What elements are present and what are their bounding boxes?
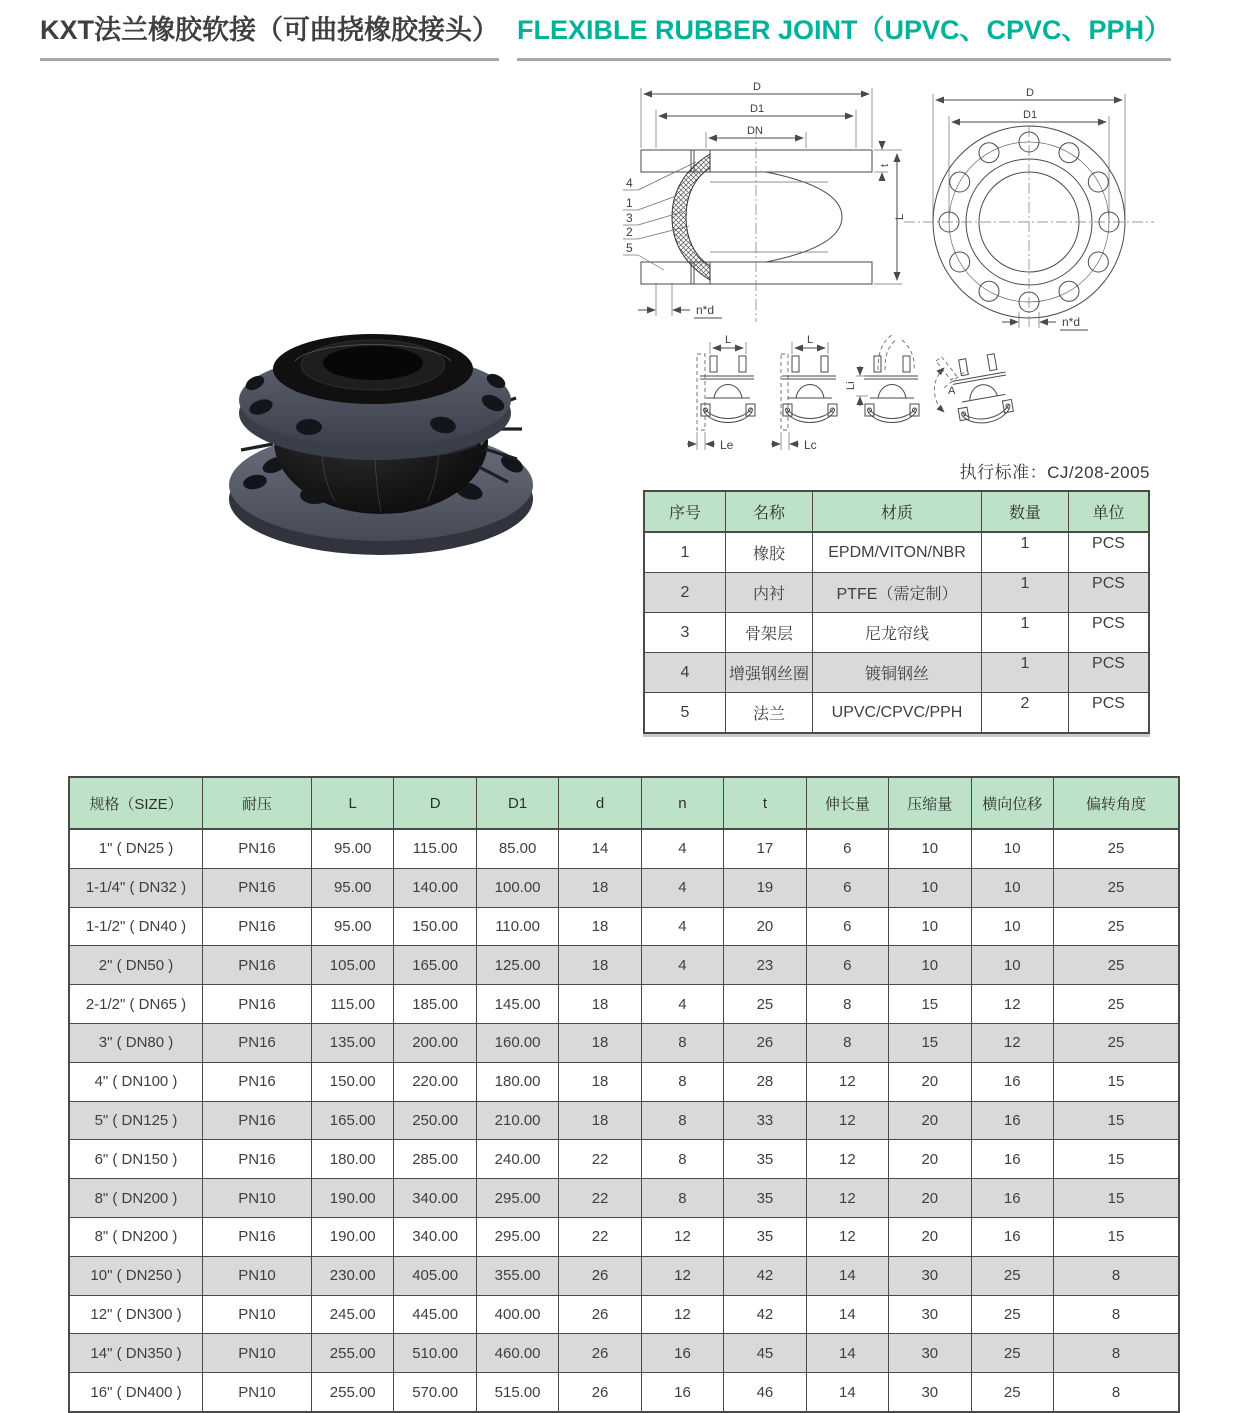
table-cell: PN10	[203, 1179, 312, 1218]
motion-label-L2: L	[807, 334, 814, 346]
table-cell: 12	[806, 1062, 888, 1101]
table-cell: 1	[644, 532, 726, 573]
table-cell: 12	[641, 1256, 723, 1295]
table-cell: 15	[1054, 1217, 1180, 1256]
table-cell: 26	[559, 1373, 641, 1412]
table-cell: 26	[724, 1023, 806, 1062]
table-cell: PCS	[1069, 573, 1150, 613]
table-cell: 8	[641, 1179, 723, 1218]
table-cell: 橡胶	[726, 532, 813, 573]
front-view-drawing	[898, 70, 1160, 334]
header-cell: 数量	[982, 491, 1069, 532]
table-cell: 12" ( DN300 )	[69, 1295, 203, 1334]
header-row	[644, 491, 1149, 532]
table-cell: 15	[1054, 1101, 1180, 1140]
table-cell: 10	[889, 907, 971, 946]
table-cell: 1-1/2" ( DN40 )	[69, 907, 203, 946]
table-cell: 10	[889, 868, 971, 907]
table-cell: 1	[982, 613, 1069, 653]
motion-diagrams	[686, 330, 1038, 460]
table-row	[69, 1217, 1179, 1256]
table-cell: 6" ( DN150 )	[69, 1140, 203, 1179]
table-cell: 12	[971, 985, 1054, 1024]
table-cell: PN10	[203, 1373, 312, 1412]
table-cell: 255.00	[312, 1334, 394, 1373]
page-header	[40, 8, 1172, 61]
header-cell: 横向位移	[971, 777, 1054, 829]
dim-label-L: L	[894, 213, 906, 220]
table-cell: 6	[806, 907, 888, 946]
table-cell: 14	[806, 1334, 888, 1373]
table-cell: 18	[559, 985, 641, 1024]
header-cell: 伸长量	[806, 777, 888, 829]
motion-label-Le: Le	[720, 438, 734, 452]
table-cell: 14	[559, 829, 641, 868]
table-row	[69, 1295, 1179, 1334]
callout-1: 1	[626, 196, 633, 210]
table-cell: 12	[641, 1295, 723, 1334]
table-cell: 45	[724, 1334, 806, 1373]
table-cell: PN16	[203, 907, 312, 946]
table-cell: 110.00	[476, 907, 558, 946]
cross-section-svg	[616, 70, 908, 334]
table-cell: 18	[559, 1062, 641, 1101]
table-cell: 20	[889, 1062, 971, 1101]
table-cell: 镀铜钢丝	[813, 653, 982, 693]
table-cell: 10	[889, 946, 971, 985]
table-cell: 1-1/4" ( DN32 )	[69, 868, 203, 907]
table-row	[644, 573, 1149, 613]
table-cell: 35	[724, 1217, 806, 1256]
table-cell: 8	[641, 1062, 723, 1101]
table-cell: 内衬	[726, 573, 813, 613]
table-cell: 1	[982, 653, 1069, 693]
front-dim-nd: n*d	[1062, 315, 1081, 329]
table-cell: 19	[724, 868, 806, 907]
header-cell: 名称	[726, 491, 813, 532]
table-cell: 95.00	[312, 868, 394, 907]
front-dim-D: D	[1026, 87, 1034, 99]
header-cell: d	[559, 777, 641, 829]
table-cell: 15	[1054, 1140, 1180, 1179]
table-cell: 8	[806, 1023, 888, 1062]
table-cell: PN16	[203, 1023, 312, 1062]
table-row	[69, 1179, 1179, 1218]
table-cell: 25	[1054, 985, 1180, 1024]
table-cell: 25	[1054, 1023, 1180, 1062]
table-row	[69, 1140, 1179, 1179]
table-cell: 8	[641, 1101, 723, 1140]
table-cell: 14" ( DN350 )	[69, 1334, 203, 1373]
table-cell: 25	[971, 1295, 1054, 1334]
table-cell: 2-1/2" ( DN65 )	[69, 985, 203, 1024]
table-cell: PN16	[203, 1062, 312, 1101]
table-cell: 95.00	[312, 907, 394, 946]
table-row	[644, 693, 1149, 734]
table-cell: 15	[889, 985, 971, 1024]
cross-section-drawing	[616, 70, 908, 334]
table-cell: 法兰	[726, 693, 813, 734]
table-cell: 400.00	[476, 1295, 558, 1334]
table-cell: 1" ( DN25 )	[69, 829, 203, 868]
dim-label-t: t	[879, 163, 891, 167]
table-cell: 445.00	[394, 1295, 476, 1334]
standard-note: 执行标准：CJ/208-2005	[959, 463, 1150, 482]
table-cell: 25	[1054, 907, 1180, 946]
table-row	[69, 1256, 1179, 1295]
table-cell: 26	[559, 1334, 641, 1373]
table-cell: 95.00	[312, 829, 394, 868]
table-cell: 22	[559, 1140, 641, 1179]
table-row	[69, 907, 1179, 946]
table-cell: 尼龙帘线	[813, 613, 982, 653]
table-cell: PN16	[203, 868, 312, 907]
table-cell: 5" ( DN125 )	[69, 1101, 203, 1140]
diagram-compression	[771, 334, 837, 452]
table-row	[69, 1062, 1179, 1101]
table-cell: 12	[806, 1179, 888, 1218]
table-cell: 46	[724, 1373, 806, 1412]
product-photo	[213, 303, 545, 561]
header-cell: n	[641, 777, 723, 829]
table-cell: 185.00	[394, 985, 476, 1024]
table-cell: EPDM/VITON/NBR	[813, 532, 982, 573]
table-cell: PTFE（需定制）	[813, 573, 982, 613]
table-cell: 10	[971, 829, 1054, 868]
diagram-angular	[928, 349, 1014, 427]
table-row	[69, 868, 1179, 907]
table-cell: 16	[641, 1334, 723, 1373]
table-cell: 4	[641, 985, 723, 1024]
table-cell: 16	[971, 1140, 1054, 1179]
header-row	[69, 777, 1179, 829]
table-cell: 骨架层	[726, 613, 813, 653]
table-cell: 150.00	[394, 907, 476, 946]
table-cell: 6	[806, 946, 888, 985]
table-cell: PCS	[1069, 653, 1150, 693]
table-cell: 30	[889, 1334, 971, 1373]
table-cell: 295.00	[476, 1217, 558, 1256]
table-cell: 4	[644, 653, 726, 693]
table-cell: 115.00	[394, 829, 476, 868]
table-cell: 340.00	[394, 1179, 476, 1218]
table-cell: 200.00	[394, 1023, 476, 1062]
table-cell: 1	[982, 532, 1069, 573]
table-cell: 10	[889, 829, 971, 868]
table-cell: 8	[641, 1023, 723, 1062]
table-cell: 8	[1054, 1256, 1180, 1295]
table-cell: PN16	[203, 1217, 312, 1256]
table-cell: 12	[806, 1140, 888, 1179]
table-cell: 16" ( DN400 )	[69, 1373, 203, 1412]
table-cell: 25	[971, 1256, 1054, 1295]
table-cell: 4	[641, 946, 723, 985]
table-row	[69, 1023, 1179, 1062]
table-cell: 26	[559, 1256, 641, 1295]
table-cell: PN10	[203, 1256, 312, 1295]
page-title-en: FLEXIBLE RUBBER JOINT（UPVC、CPVC、PPH）	[517, 8, 1171, 61]
table-cell: PN16	[203, 946, 312, 985]
table-cell: 22	[559, 1179, 641, 1218]
table-cell: 42	[724, 1295, 806, 1334]
table-cell: 18	[559, 907, 641, 946]
dim-label-D: D	[753, 81, 761, 93]
dim-label-DN: DN	[747, 125, 763, 137]
table-cell: PN10	[203, 1334, 312, 1373]
header-cell: D1	[476, 777, 558, 829]
table-cell: 165.00	[312, 1101, 394, 1140]
header-cell: 序号	[644, 491, 726, 532]
table-cell: 20	[889, 1140, 971, 1179]
table-row	[69, 1334, 1179, 1373]
table-cell: PN16	[203, 829, 312, 868]
table-cell: 250.00	[394, 1101, 476, 1140]
table-cell: 8	[1054, 1295, 1180, 1334]
table-cell: 18	[559, 868, 641, 907]
table-cell: 230.00	[312, 1256, 394, 1295]
table-cell: 20	[889, 1217, 971, 1256]
table-row	[644, 613, 1149, 653]
table-cell: 220.00	[394, 1062, 476, 1101]
table-cell: 115.00	[312, 985, 394, 1024]
parts-table	[643, 490, 1150, 734]
table-cell: 3" ( DN80 )	[69, 1023, 203, 1062]
table-cell: 160.00	[476, 1023, 558, 1062]
table-cell: 18	[559, 1101, 641, 1140]
table-cell: 30	[889, 1295, 971, 1334]
table-cell: 4	[641, 829, 723, 868]
table-cell: 16	[971, 1179, 1054, 1218]
table-cell: 570.00	[394, 1373, 476, 1412]
table-cell: 12	[641, 1217, 723, 1256]
header-cell: D	[394, 777, 476, 829]
table-cell: 510.00	[394, 1334, 476, 1373]
table-cell: 100.00	[476, 868, 558, 907]
header-cell: t	[724, 777, 806, 829]
header-cell: L	[312, 777, 394, 829]
table-cell: 35	[724, 1179, 806, 1218]
table-cell: 18	[559, 946, 641, 985]
header-cell: 压缩量	[889, 777, 971, 829]
table-cell: 285.00	[394, 1140, 476, 1179]
table-cell: 10" ( DN250 )	[69, 1256, 203, 1295]
table-cell: 20	[889, 1101, 971, 1140]
callout-5: 5	[626, 241, 633, 255]
table-cell: 180.00	[476, 1062, 558, 1101]
header-cell: 单位	[1069, 491, 1150, 532]
table-cell: 515.00	[476, 1373, 558, 1412]
table-cell: 17	[724, 829, 806, 868]
photo-rubber-collar	[273, 334, 473, 404]
table-row	[69, 946, 1179, 985]
table-cell: UPVC/CPVC/PPH	[813, 693, 982, 734]
table-cell: 8	[1054, 1373, 1180, 1412]
table-cell: 340.00	[394, 1217, 476, 1256]
table-cell: 165.00	[394, 946, 476, 985]
table-cell: 28	[724, 1062, 806, 1101]
table-cell: 4	[641, 868, 723, 907]
table-cell: 20	[889, 1179, 971, 1218]
motion-label-Lc: Lc	[804, 438, 817, 452]
header-cell: 耐压	[203, 777, 312, 829]
table-cell: 255.00	[312, 1373, 394, 1412]
front-view-svg	[898, 70, 1160, 334]
table-cell: 4" ( DN100 )	[69, 1062, 203, 1101]
table-cell: 405.00	[394, 1256, 476, 1295]
table-cell: 42	[724, 1256, 806, 1295]
table-cell: 105.00	[312, 946, 394, 985]
table-cell: 190.00	[312, 1217, 394, 1256]
table-cell: 6	[806, 868, 888, 907]
table-cell: 15	[1054, 1179, 1180, 1218]
table-cell: 2	[644, 573, 726, 613]
header-cell: 规格（SIZE）	[69, 777, 203, 829]
front-dim-D1: D1	[1023, 109, 1038, 121]
table-row	[69, 829, 1179, 868]
table-cell: 15	[889, 1023, 971, 1062]
callout-3: 3	[626, 211, 633, 225]
table-cell: 2" ( DN50 )	[69, 946, 203, 985]
table-cell: PCS	[1069, 532, 1150, 573]
motion-label-L1: L	[725, 334, 732, 346]
table-cell: 25	[971, 1373, 1054, 1412]
table-cell: 2	[982, 693, 1069, 734]
table-cell: 14	[806, 1295, 888, 1334]
header-cell: 偏转角度	[1054, 777, 1180, 829]
table-cell: 10	[971, 907, 1054, 946]
table-cell: 20	[724, 907, 806, 946]
table-cell: 295.00	[476, 1179, 558, 1218]
table-cell: 33	[724, 1101, 806, 1140]
table-cell: 14	[806, 1256, 888, 1295]
table-cell: 25	[1054, 868, 1180, 907]
table-cell: 25	[971, 1334, 1054, 1373]
table-row	[644, 653, 1149, 693]
table-cell: 145.00	[476, 985, 558, 1024]
table-row	[69, 1101, 1179, 1140]
table-cell: 245.00	[312, 1295, 394, 1334]
table-cell: 10	[971, 868, 1054, 907]
table-row	[644, 532, 1149, 573]
table-cell: PCS	[1069, 613, 1150, 653]
table-cell: 30	[889, 1373, 971, 1412]
table-cell: PCS	[1069, 693, 1150, 734]
table-cell: 460.00	[476, 1334, 558, 1373]
table-cell: 240.00	[476, 1140, 558, 1179]
table-cell: 25	[1054, 829, 1180, 868]
table-cell: PN16	[203, 1101, 312, 1140]
table-cell: 355.00	[476, 1256, 558, 1295]
table-cell: 15	[1054, 1062, 1180, 1101]
table-cell: 26	[559, 1295, 641, 1334]
table-cell: 135.00	[312, 1023, 394, 1062]
table-cell: 6	[806, 829, 888, 868]
table-row	[69, 985, 1179, 1024]
table-cell: 16	[971, 1101, 1054, 1140]
product-photo-image	[213, 303, 545, 561]
motion-label-A: A	[948, 385, 956, 397]
table-cell: 180.00	[312, 1140, 394, 1179]
table-cell: 16	[641, 1373, 723, 1412]
page-title-zh: KXT法兰橡胶软接（可曲挠橡胶接头）	[40, 8, 499, 61]
table-cell: 30	[889, 1256, 971, 1295]
table-cell: 22	[559, 1217, 641, 1256]
table-cell: 23	[724, 946, 806, 985]
callout-2: 2	[626, 225, 633, 239]
table-cell: 25	[1054, 946, 1180, 985]
table-cell: 25	[724, 985, 806, 1024]
table-cell: 5	[644, 693, 726, 734]
table-cell: 8" ( DN200 )	[69, 1179, 203, 1218]
table-cell: 8	[806, 985, 888, 1024]
table-cell: 3	[644, 613, 726, 653]
table-cell: 8	[1054, 1334, 1180, 1373]
table-cell: 14	[806, 1373, 888, 1412]
table-cell: 125.00	[476, 946, 558, 985]
table-cell: 190.00	[312, 1179, 394, 1218]
dim-label-D1: D1	[750, 103, 765, 115]
table-row	[69, 1373, 1179, 1412]
callout-4: 4	[626, 176, 633, 190]
diagram-elongation	[687, 334, 755, 452]
motion-label-Li: Li	[845, 381, 857, 390]
table-cell: 8	[641, 1140, 723, 1179]
table-cell: 210.00	[476, 1101, 558, 1140]
diagram-lateral	[845, 335, 919, 423]
table-cell: PN16	[203, 985, 312, 1024]
table-cell: 35	[724, 1140, 806, 1179]
table-cell: 1	[982, 573, 1069, 613]
spec-table	[68, 776, 1180, 1413]
table-cell: 140.00	[394, 868, 476, 907]
table-cell: PN16	[203, 1140, 312, 1179]
table-cell: PN10	[203, 1295, 312, 1334]
table-cell: 12	[806, 1217, 888, 1256]
table-cell: 10	[971, 946, 1054, 985]
header-cell: 材质	[813, 491, 982, 532]
table-cell: 16	[971, 1062, 1054, 1101]
table-cell: 16	[971, 1217, 1054, 1256]
dim-label-nd: n*d	[696, 303, 715, 317]
table-cell: 85.00	[476, 829, 558, 868]
table-cell: 12	[806, 1101, 888, 1140]
table-cell: 4	[641, 907, 723, 946]
table-cell: 8" ( DN200 )	[69, 1217, 203, 1256]
table-cell: 150.00	[312, 1062, 394, 1101]
table-cell: 18	[559, 1023, 641, 1062]
table-cell: 增强钢丝圈	[726, 653, 813, 693]
motion-diagrams-svg	[686, 330, 1038, 460]
table-cell: 12	[971, 1023, 1054, 1062]
